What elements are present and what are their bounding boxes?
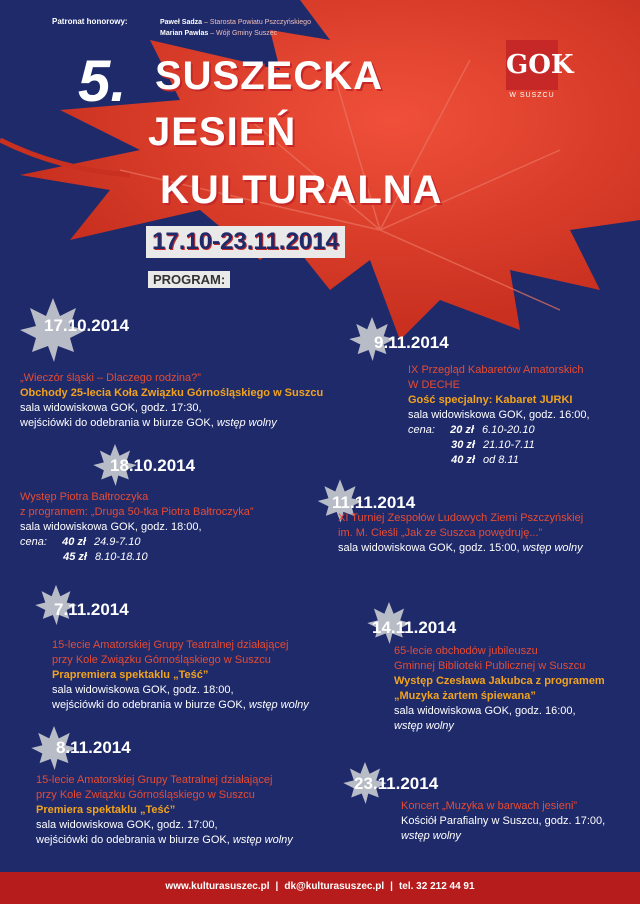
event-entry bbox=[20, 416, 340, 431]
price-amount: 30 zł bbox=[451, 439, 475, 451]
gok-logo-text: GOK bbox=[506, 50, 574, 80]
price-amount: 45 zł bbox=[63, 551, 87, 563]
event-title: „Wieczór śląski – Dlaczego rodzina?” bbox=[20, 372, 201, 384]
event-18-10 bbox=[20, 490, 340, 565]
event-subtitle: Występ Czesława Jakubca z programem bbox=[394, 675, 605, 687]
divider: | bbox=[390, 881, 393, 892]
patronat-names bbox=[160, 17, 311, 39]
event-subtitle: Prapremiera spektaklu „Teść” bbox=[52, 669, 209, 681]
edition-number: 5. bbox=[78, 49, 127, 114]
event-date: 18.10.2014 bbox=[110, 456, 196, 475]
event-subtitle: Premiera spektaklu „Teść” bbox=[36, 804, 176, 816]
event-7-11 bbox=[52, 638, 352, 713]
entry-free: wstęp wolny bbox=[394, 720, 454, 732]
event-place: sala widowiskowa GOK, godz. 17:00, bbox=[36, 819, 218, 831]
title-line-3: KULTURALNA bbox=[160, 168, 443, 212]
event-title: XI Turniej Zespołów Ludowych Ziemi Pszczyńskiej bbox=[338, 512, 584, 524]
event-subtitle: z programem: „Druga 50-tka Piotra Bałtroczyka” bbox=[20, 506, 254, 518]
price-amount: 40 zł bbox=[451, 454, 475, 466]
price-range: 24.9-7.10 bbox=[93, 536, 141, 548]
divider: | bbox=[275, 881, 279, 892]
price-row bbox=[20, 535, 340, 550]
event-title: Występ Piotra Bałtroczyka bbox=[20, 491, 149, 503]
title-line-2: JESIEŃ bbox=[148, 110, 297, 154]
event-subtitle: „Muzyka żartem śpiewana” bbox=[394, 690, 536, 702]
event-title: 15-lecie Amatorskiej Grupy Teatralnej działającej bbox=[36, 774, 273, 786]
patron1-name: Paweł Sadza bbox=[160, 19, 203, 26]
footer-contact bbox=[0, 881, 640, 892]
event-place: sala widowiskowa GOK, godz. 18:00, bbox=[52, 684, 234, 696]
event-date: 11.11.2014 bbox=[332, 493, 416, 512]
event-date: 8.11.2014 bbox=[56, 738, 131, 757]
event-place: sala widowiskowa GOK, godz. 18:00, bbox=[20, 521, 202, 533]
event-title: Koncert „Muzyka w barwach jesieni” bbox=[401, 800, 578, 812]
event-17-10 bbox=[20, 371, 340, 431]
event-entry bbox=[394, 719, 634, 734]
event-date: 9.11.2014 bbox=[374, 333, 449, 352]
event-title: 15-lecie Amatorskiej Grupy Teatralnej działającej bbox=[52, 639, 289, 651]
event-title: przy Kole Związku Górnośląskiego w Suszcu bbox=[52, 654, 271, 666]
event-title: Gminnej Biblioteki Publicznej w Suszcu bbox=[394, 660, 586, 672]
festival-dates: 17.10-23.11.2014 bbox=[146, 226, 345, 258]
price-row bbox=[408, 423, 634, 438]
event-title: 65-lecie obchodów jubileuszu bbox=[394, 645, 538, 657]
price-label: cena: bbox=[408, 424, 438, 436]
email-link[interactable]: dk@kulturasuszec.pl bbox=[284, 881, 385, 892]
gok-logo bbox=[502, 40, 574, 99]
entry-text: wejściówki do odebrania w biurze GOK, bbox=[52, 699, 249, 711]
event-title: W DECHE bbox=[408, 379, 460, 391]
event-14-11 bbox=[394, 644, 634, 734]
event-date: 17.10.2014 bbox=[44, 316, 130, 335]
entry-free: wstęp wolny bbox=[232, 834, 293, 846]
event-subtitle: Gość specjalny: Kabaret JURKI bbox=[408, 394, 573, 406]
price-row bbox=[408, 453, 634, 468]
event-title: przy Kole Związku Górnośląskiego w Suszcu bbox=[36, 789, 255, 801]
entry-free: wstęp wolny bbox=[401, 830, 461, 842]
price-amount: 40 zł bbox=[62, 536, 86, 548]
event-entry bbox=[36, 833, 346, 848]
event-subtitle: Obchody 25-lecia Koła Związku Górnośląskiego w Suszcu bbox=[20, 387, 324, 399]
event-23-11 bbox=[401, 799, 637, 844]
event-entry bbox=[52, 698, 352, 713]
event-date: 7.11.2014 bbox=[54, 600, 129, 619]
price-range: 21.10-7.11 bbox=[483, 439, 535, 451]
gok-logo-mark bbox=[506, 40, 574, 90]
event-9-11 bbox=[408, 363, 634, 468]
title-line-1: SUSZECKA bbox=[155, 54, 384, 98]
program-label: PROGRAM: bbox=[148, 271, 230, 288]
entry-free: wstęp wolny bbox=[248, 699, 309, 711]
price-range: 8.10-18.10 bbox=[95, 551, 148, 563]
patronat-label: Patronat honorowy: bbox=[52, 17, 128, 26]
price-row bbox=[408, 438, 634, 453]
phone-text: tel. 32 212 44 91 bbox=[398, 881, 475, 892]
event-place: sala widowiskowa GOK, godz. 16:00, bbox=[394, 705, 576, 717]
event-place: sala widowiskowa GOK, godz. 17:30, bbox=[20, 402, 202, 414]
entry-text: wejściówki do odebrania w biurze GOK, bbox=[20, 417, 217, 429]
event-8-11 bbox=[36, 773, 346, 848]
event-place: Kościół Parafialny w Suszcu, godz. 17:00, bbox=[401, 815, 606, 827]
entry-free: wstęp wolny bbox=[522, 542, 583, 554]
patron2-role: – Wójt Gminy Suszec bbox=[208, 30, 278, 37]
price-row bbox=[20, 550, 340, 565]
price-range: od 8.11 bbox=[483, 454, 519, 466]
entry-free: wstęp wolny bbox=[216, 417, 277, 429]
place-text: sala widowiskowa GOK, godz. 15:00, bbox=[338, 542, 523, 554]
event-subtitle: im. M. Cieśli „Jak ze Suszca powędruję...” bbox=[338, 527, 543, 539]
price-label: cena: bbox=[20, 536, 50, 548]
event-date: 23.11.2014 bbox=[354, 774, 439, 793]
entry-text: wejściówki do odebrania w biurze GOK, bbox=[36, 834, 233, 846]
gok-logo-sub: W SUSZCU bbox=[509, 92, 555, 99]
patron1-role: – Starosta Powiatu Pszczyńskiego bbox=[202, 19, 311, 26]
patron2-name: Marian Pawlas bbox=[160, 30, 209, 37]
price-amount: 20 zł bbox=[450, 424, 474, 436]
event-11-11 bbox=[338, 511, 638, 556]
event-title: IX Przegląd Kabaretów Amatorskich bbox=[408, 364, 584, 376]
event-place: sala widowiskowa GOK, godz. 16:00, bbox=[408, 409, 590, 421]
footer-bar bbox=[0, 872, 640, 904]
website-link[interactable]: www.kulturasuszec.pl bbox=[165, 881, 270, 892]
event-entry bbox=[401, 829, 637, 844]
price-range: 6.10-20.10 bbox=[481, 424, 535, 436]
event-date: 14.11.2014 bbox=[372, 618, 457, 637]
event-place bbox=[338, 541, 638, 556]
